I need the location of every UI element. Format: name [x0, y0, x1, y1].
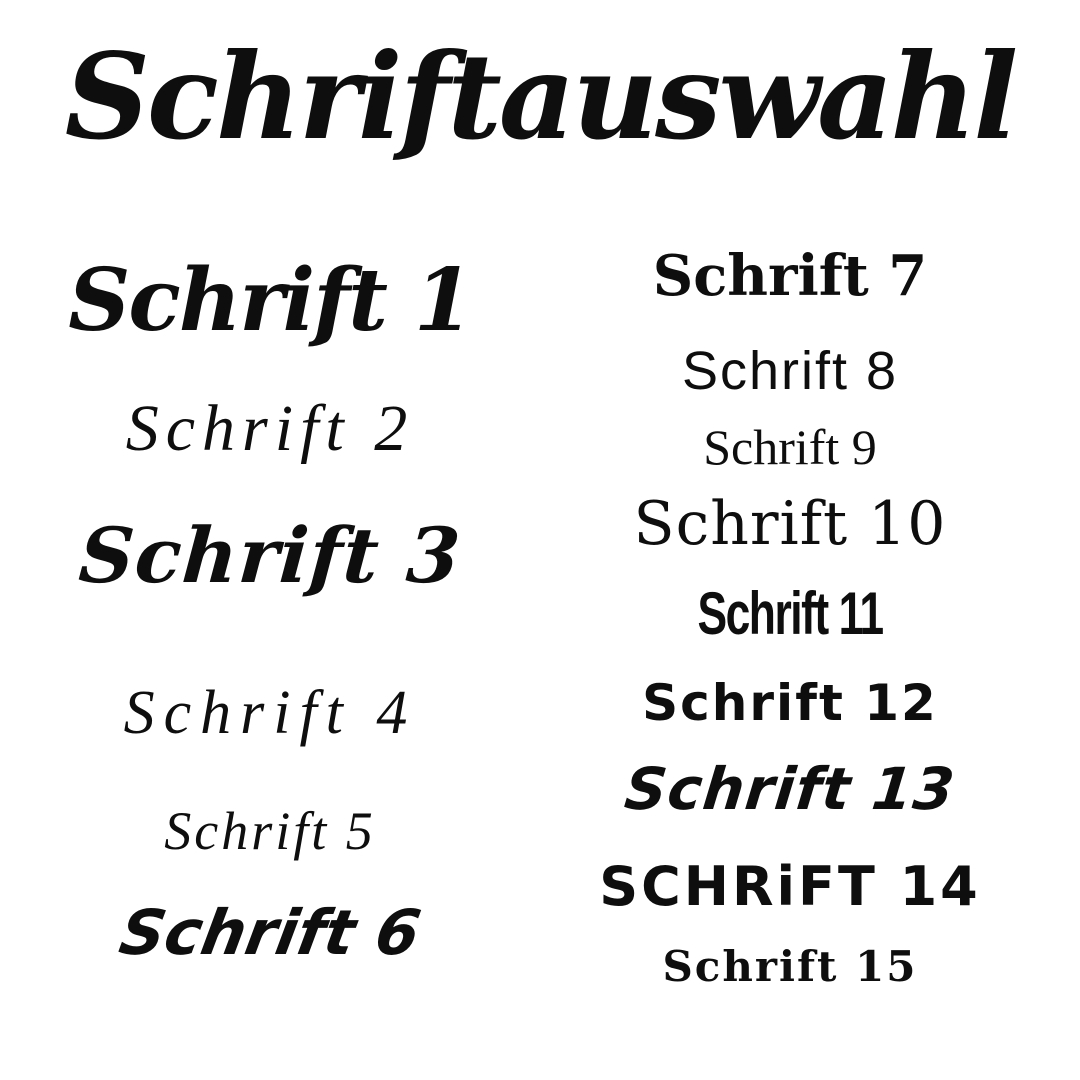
- font-sample-14: SCHRiFT 14: [599, 855, 981, 918]
- font-sample-6: Schrift 6: [114, 896, 426, 969]
- font-sample-10: Schrift 10: [633, 489, 947, 559]
- font-sample-8: Schrift 8: [681, 341, 899, 401]
- font-sample-11: Schrift 11: [697, 580, 883, 647]
- font-sample-9: Schrift 9: [703, 419, 877, 475]
- font-sample-2: Schrift 2: [125, 392, 415, 465]
- font-sample-7: Schrift 7: [652, 243, 928, 309]
- font-sample-13: Schrift 13: [621, 755, 959, 823]
- font-sample-15: Schrift 15: [662, 942, 918, 991]
- page-title: Schriftauswahl: [64, 27, 1016, 166]
- font-sample-1: Schrift 1: [68, 250, 472, 351]
- font-sample-4: Schrift 4: [123, 679, 417, 747]
- font-sample-12: Schrift 12: [642, 674, 938, 732]
- font-sample-5: Schrift 5: [164, 801, 376, 861]
- font-sample-3: Schrift 3: [76, 511, 464, 600]
